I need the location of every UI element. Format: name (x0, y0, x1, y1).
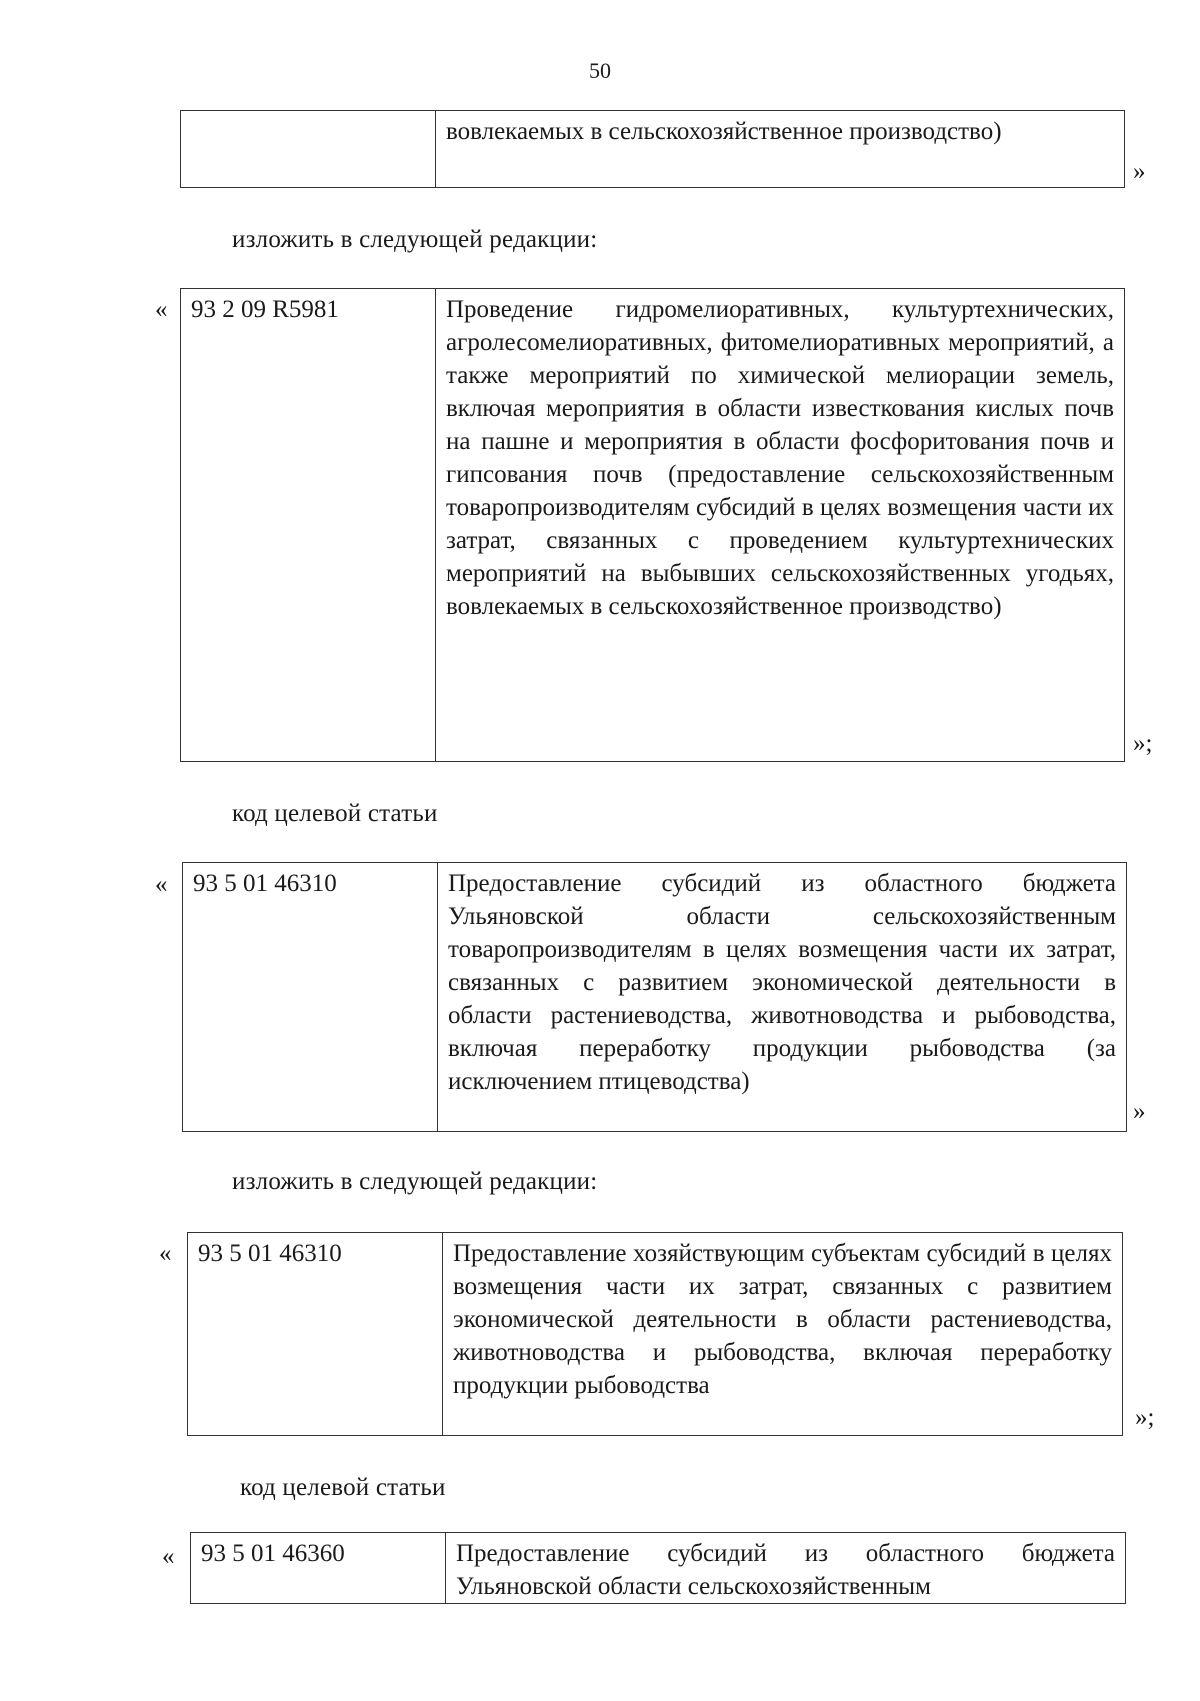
paragraph-text: код целевой статьи (232, 800, 438, 827)
description-cell: вовлекаемых в сельскохозяйственное производство) (436, 110, 1125, 188)
table-row (180, 288, 1125, 762)
code-cell: 93 5 01 46360 (190, 1532, 446, 1604)
description-cell: Предоставление хозяйствующим субъектам субсидий в целях возмещения части их затрат, связанных с развитием экономической деятельности в области растениеводства, животноводства и рыбоводства, включая переработку продукции рыбоводства (443, 1232, 1123, 1436)
description-cell: Проведение гидромелиоративных, культуртехнических, агролесомелиоративных, фитомелиоративных мероприятий, а также мероприятий по химической мелиорации земель, включая мероприятия в области известкования кислых почв на пашне и мероприятия в области фосфоритования почв и гипсования почв (предоставление сельскохозяйственным товаропроизводителям субсидий в целях возмещения части их затрат, связанных с проведением культуртехнических мероприятий на выбывших сельскохозяйственных угодьях, вовлекаемых в сельскохозяйственное производство) (436, 288, 1125, 762)
code-cell: 93 5 01 46310 (182, 862, 438, 1132)
open-quote: « (162, 1543, 175, 1570)
table-row (182, 862, 1127, 1132)
open-quote: « (155, 296, 168, 323)
close-quote: » (1133, 1098, 1146, 1125)
page-number: 50 (589, 58, 611, 83)
table-row (190, 1532, 1126, 1604)
code-cell: 93 5 01 46310 (187, 1232, 443, 1436)
table-row (180, 110, 1125, 188)
open-quote: « (159, 1240, 172, 1267)
description-cell: Предоставление субсидий из областного бюджета Ульяновской области сельскохозяйственным (446, 1532, 1126, 1604)
paragraph-text: изложить в следующей редакции: (232, 1168, 598, 1195)
close-quote: »; (1133, 730, 1153, 757)
table-row (187, 1232, 1123, 1436)
paragraph-text: код целевой статьи (240, 1474, 446, 1501)
open-quote: « (155, 871, 168, 898)
description-cell: Предоставление субсидий из областного бюджета Ульяновской области сельскохозяйственным товаропроизводителям в целях возмещения части их затрат, связанных с развитием экономической деятельности в области растениеводства, животноводства и рыбоводства, включая переработку продукции рыбоводства (за исключением птицеводства) (438, 862, 1127, 1132)
paragraph-text: изложить в следующей редакции: (232, 226, 598, 253)
code-cell (180, 110, 436, 188)
code-cell: 93 2 09 R5981 (180, 288, 436, 762)
close-quote: » (1133, 158, 1146, 185)
close-quote: »; (1135, 1404, 1155, 1431)
